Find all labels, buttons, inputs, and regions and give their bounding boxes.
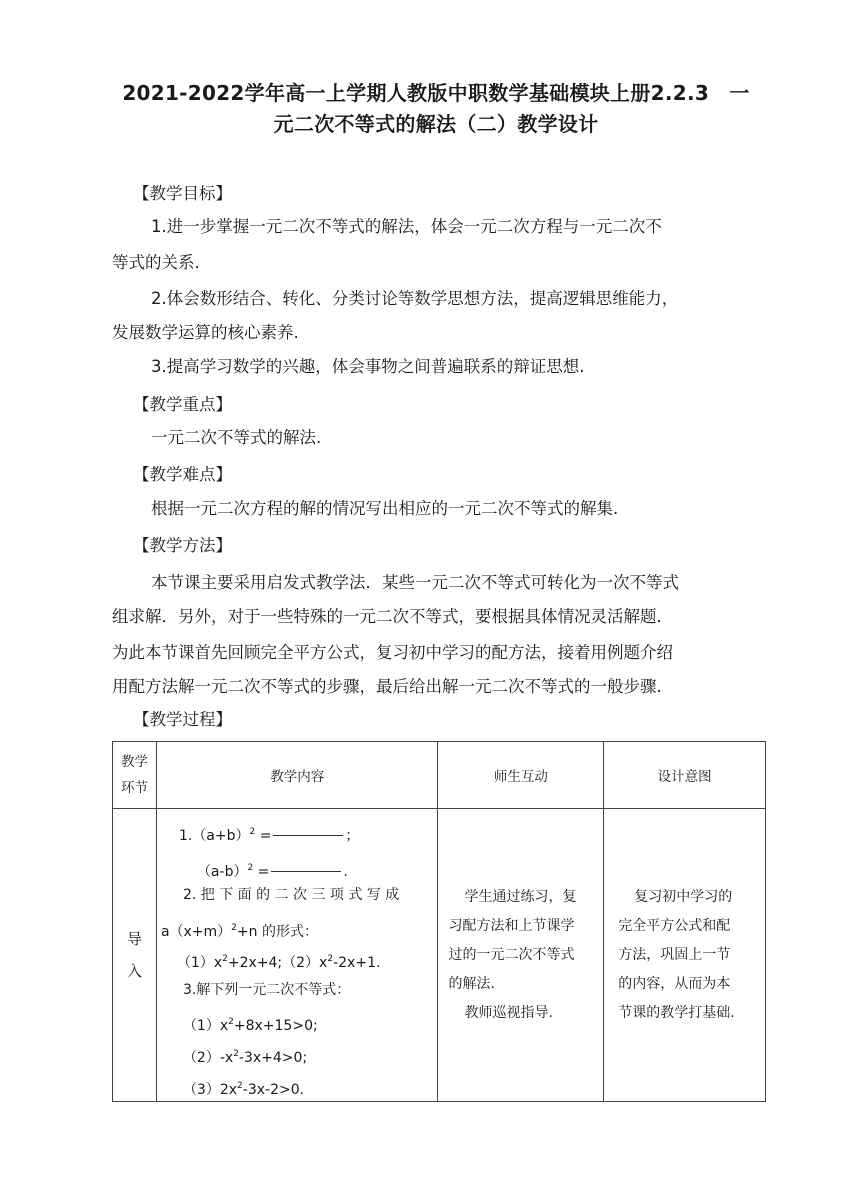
- question-1b: [197, 857, 348, 883]
- question-3-item-2: [183, 1043, 307, 1069]
- q1a-end: ；: [345, 828, 360, 844]
- interaction-text: [448, 883, 576, 1028]
- question-2-items: [177, 948, 381, 974]
- methods-line-1: 本节课主要采用启发式教学法．某些一元二次不等式可转化为一次不等式: [151, 573, 679, 592]
- q2-item-a: （1）x: [176, 955, 223, 971]
- stage-cell: [113, 809, 157, 1102]
- intent-text: [618, 883, 734, 1028]
- title-line-1: 2021-2022学年高一上学期人教版中职数学基础模块上册2.2.3 一: [122, 81, 750, 105]
- q3-3-exp: 2: [237, 1081, 243, 1091]
- q3-2-suffix: -3x+4>0;: [238, 1050, 308, 1066]
- document-title: [100, 78, 772, 140]
- methods-line-4: 用配方法解一元二次不等式的步骤，最后给出解一元二次不等式的一般步骤.: [112, 677, 662, 696]
- objective-1-line-1: 1.进一步掌握一元二次不等式的解法，体会一元二次方程与一元二次不: [151, 217, 662, 236]
- q2-item-a-exp: 2: [222, 954, 228, 964]
- objective-3: 3.提高学习数学的兴趣，体会事物之间普遍联系的辩证思想.: [151, 357, 585, 376]
- objective-2-line-2: 发展数学运算的核心素养.: [112, 323, 299, 342]
- q3-3-suffix: -3x-2>0.: [242, 1082, 305, 1098]
- process-heading: 【教学过程】: [133, 710, 232, 729]
- q2-suffix: +n 的形式：: [236, 924, 318, 940]
- q1b-end: .: [343, 864, 348, 880]
- table-header-row: [113, 742, 766, 809]
- q1b-suffix: =: [257, 864, 270, 880]
- interaction-cell: [438, 809, 604, 1102]
- q2-prefix: a（x+m）: [160, 924, 232, 940]
- interaction-line-3: 过的一元二次不等式: [448, 947, 575, 963]
- q1b-prefix: （a-b）: [196, 864, 248, 880]
- header-intent: 设计意图: [604, 742, 766, 809]
- question-2-line-1: 2. 把 下 面 的 二 次 三 项 式 写 成: [182, 887, 400, 903]
- difficulties-heading: 【教学难点】: [133, 465, 232, 484]
- q2-item-b-exp: 2: [327, 954, 334, 964]
- interaction-line-2: 习配方法和上节课学: [448, 918, 575, 934]
- objective-1-line-2: 等式的关系.: [112, 253, 200, 272]
- title-line-2: 元二次不等式的解法（二）教学设计: [273, 112, 599, 136]
- q1a-prefix: 1.（a+b）: [178, 828, 250, 844]
- objective-2-line-1: 2.体会数形结合、转化、分类讨论等数学思想方法，提高逻辑思维能力，: [151, 289, 679, 308]
- q1a-suffix: =: [259, 828, 272, 844]
- q3-2-exp: 2: [233, 1049, 239, 1059]
- interaction-line-4: 的解法.: [448, 976, 495, 992]
- objectives-heading: 【教学目标】: [133, 184, 232, 203]
- methods-line-2: 组求解．另外，对于一些特殊的一元二次不等式，要根据具体情况灵活解题．: [112, 607, 673, 626]
- q2-item-c: -2x+1.: [333, 955, 381, 971]
- difficulties-text: 根据一元二次方程的解的情况写出相应的一元二次不等式的解集.: [151, 499, 619, 518]
- interaction-line-1: 学生通过练习，复: [464, 889, 577, 905]
- table-row: [113, 809, 766, 1102]
- q3-1-suffix: +8x+15>0;: [233, 1018, 318, 1034]
- stage-line-1: 导: [126, 930, 142, 948]
- intent-line-2: 完全平方公式和配: [618, 918, 731, 934]
- answer-blank-2: [271, 871, 341, 872]
- header-stage: [113, 742, 157, 809]
- key-points-heading: 【教学重点】: [133, 395, 232, 414]
- key-points-text: 一元二次不等式的解法.: [151, 428, 322, 447]
- q2-exp: 2: [231, 923, 237, 933]
- intent-line-5: 节课的教学打基础.: [618, 1005, 735, 1021]
- stage-line-2: 入: [126, 962, 142, 980]
- methods-line-3: 为此本节课首先回顾完全平方公式，复习初中学习的配方法，接着用例题介绍: [112, 643, 673, 662]
- q1b-exp: 2: [247, 863, 254, 873]
- content-cell: [156, 809, 438, 1102]
- q2-item-b: +2x+4;（2）x: [227, 955, 328, 971]
- intent-line-4: 的内容，从而为本: [618, 976, 731, 992]
- question-2-line-2: [161, 917, 318, 943]
- q3-2-prefix: （2）-x: [182, 1050, 234, 1066]
- intent-line-1: 复习初中学习的: [634, 889, 733, 905]
- q3-1-exp: 2: [228, 1017, 234, 1027]
- q3-1-prefix: （1）x: [182, 1018, 229, 1034]
- interaction-line-5: 教师巡视指导.: [464, 1005, 553, 1021]
- teaching-process-table: [112, 741, 766, 1102]
- q1a-exp: 2: [249, 827, 256, 837]
- header-stage-line-2: 环节: [120, 780, 148, 796]
- methods-heading: 【教学方法】: [133, 536, 232, 555]
- intent-cell: [604, 809, 766, 1102]
- q3-3-prefix: （3）2x: [182, 1082, 238, 1098]
- header-stage-line-1: 教学: [120, 754, 148, 770]
- intent-line-3: 方法，巩固上一节: [618, 947, 731, 963]
- question-1a: [179, 821, 359, 847]
- header-content: 教学内容: [156, 742, 438, 809]
- answer-blank-1: [273, 835, 343, 836]
- header-interaction: 师生互动: [438, 742, 604, 809]
- question-3-item-1: [183, 1011, 318, 1037]
- question-3-item-3: [183, 1075, 304, 1101]
- question-3-heading: 3.解下列一元二次不等式：: [182, 982, 351, 998]
